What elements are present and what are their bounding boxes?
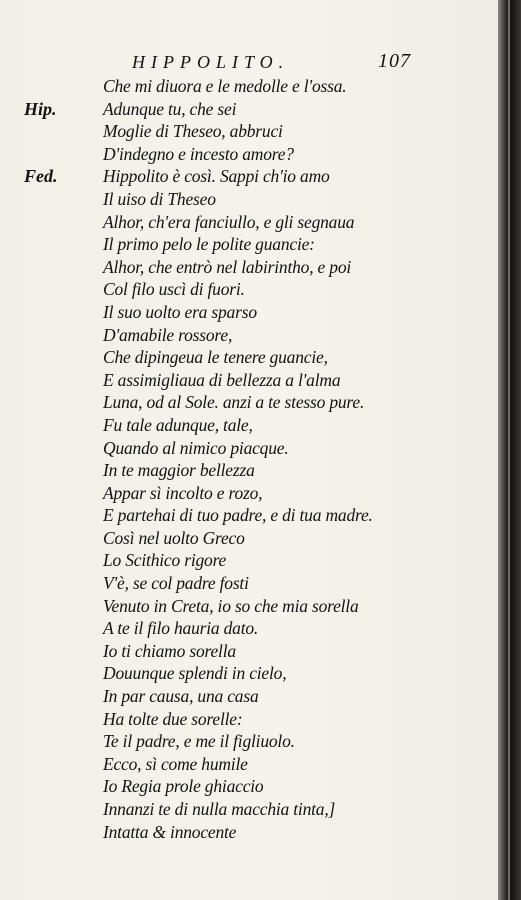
verse-line xyxy=(0,414,498,437)
verse-text: Il primo pelo le polite guancie: xyxy=(103,234,315,255)
verse-line xyxy=(0,369,498,392)
verse-line xyxy=(0,708,498,731)
verse-text: Alhor, ch'era fanciullo, e gli segnaua xyxy=(103,211,355,232)
verse-text: Ecco, sì come humile xyxy=(103,753,248,774)
verse-text: Luna, od al Sole. anzi a te stesso pure. xyxy=(103,392,365,413)
verse-text: Fu tale adunque, tale, xyxy=(103,414,253,435)
verse-line xyxy=(0,256,498,279)
verse-text: Col filo uscì di fuori. xyxy=(103,279,245,300)
verse-line xyxy=(0,459,498,482)
verse-text: D'amabile rossore, xyxy=(103,324,233,345)
page-edge xyxy=(508,0,510,900)
verse-text: E partehai di tuo padre, e di tua madre. xyxy=(103,505,373,526)
verse-line xyxy=(0,233,498,256)
verse-text: Moglie di Theseo, abbruci xyxy=(103,121,283,142)
verse-text: Che mi diuora e le medolle e l'ossa. xyxy=(103,76,347,96)
verse-text: Ha tolte due sorelle: xyxy=(103,708,243,729)
verse-line xyxy=(0,437,498,460)
verse-text: A te il filo hauria dato. xyxy=(103,618,259,639)
verse-text: Adunque tu, che sei xyxy=(103,98,237,119)
verse-line xyxy=(0,346,498,369)
verse-line xyxy=(0,798,498,821)
verse-text: E assimigliaua di bellezza a l'alma xyxy=(103,369,341,390)
verse-line xyxy=(0,211,498,234)
page-header xyxy=(0,52,498,76)
verse-line xyxy=(0,640,498,663)
verse-line xyxy=(0,730,498,753)
verse-line xyxy=(0,391,498,414)
verse-text: Venuto in Creta, io so che mia sorella xyxy=(103,595,359,616)
verse-text: D'indegno e incesto amore? xyxy=(103,143,294,164)
verse-text: Te il padre, e me il figliuolo. xyxy=(103,731,295,752)
verse-text: Così nel uolto Greco xyxy=(103,527,245,548)
verse-line xyxy=(0,120,498,143)
verse-text: Io ti chiamo sorella xyxy=(103,640,236,661)
verse-line xyxy=(0,572,498,595)
verse-text: Che dipingeua le tenere guancie, xyxy=(103,347,328,368)
verse-line xyxy=(0,595,498,618)
verse-text: Il uiso di Theseo xyxy=(103,188,216,209)
verse-line xyxy=(0,775,498,798)
page-number: 107 xyxy=(378,50,411,72)
verse-text: V'è, se col padre fosti xyxy=(103,573,249,594)
verse-text: Lo Scithico rigore xyxy=(103,550,227,571)
verse-line xyxy=(0,753,498,776)
verse-line xyxy=(0,821,498,844)
verse-line xyxy=(0,188,498,211)
verse-line xyxy=(0,98,498,121)
verse-text: Intatta & innocente xyxy=(103,821,237,842)
verse-line xyxy=(0,165,498,188)
verse-text: Innanzi te di nulla macchia tinta,] xyxy=(103,799,336,819)
verse-line xyxy=(0,549,498,572)
verse-line xyxy=(0,617,498,640)
verse-line xyxy=(0,482,498,505)
verse-text: Appar sì incolto e rozo, xyxy=(103,482,263,503)
verse-text: Il suo uolto era sparso xyxy=(103,301,257,322)
verse-text: Alhor, che entrò nel labirintho, e poi xyxy=(103,256,352,277)
verse-line xyxy=(0,324,498,347)
verse-text: Douunque splendi in cielo, xyxy=(103,663,287,684)
book-gutter xyxy=(498,0,521,900)
verse-line xyxy=(0,662,498,685)
verse-line xyxy=(0,504,498,527)
verse-line xyxy=(0,301,498,324)
verse-text: Hippolito è così. Sappi ch'io amo xyxy=(103,166,330,187)
speaker-label: Hip. xyxy=(24,98,57,119)
verse-block xyxy=(0,75,498,843)
speaker-label: Fed. xyxy=(24,166,58,187)
verse-text: In te maggior bellezza xyxy=(103,460,255,481)
verse-text: Io Regia prole ghiaccio xyxy=(103,776,264,797)
verse-line xyxy=(0,278,498,301)
verse-line xyxy=(0,75,498,98)
verse-line xyxy=(0,527,498,550)
verse-text: In par causa, una casa xyxy=(103,686,259,707)
running-head: HIPPOLITO. xyxy=(132,52,290,72)
verse-text: Quando al nimico piacque. xyxy=(103,437,289,458)
verse-line xyxy=(0,685,498,708)
verse-line xyxy=(0,143,498,166)
